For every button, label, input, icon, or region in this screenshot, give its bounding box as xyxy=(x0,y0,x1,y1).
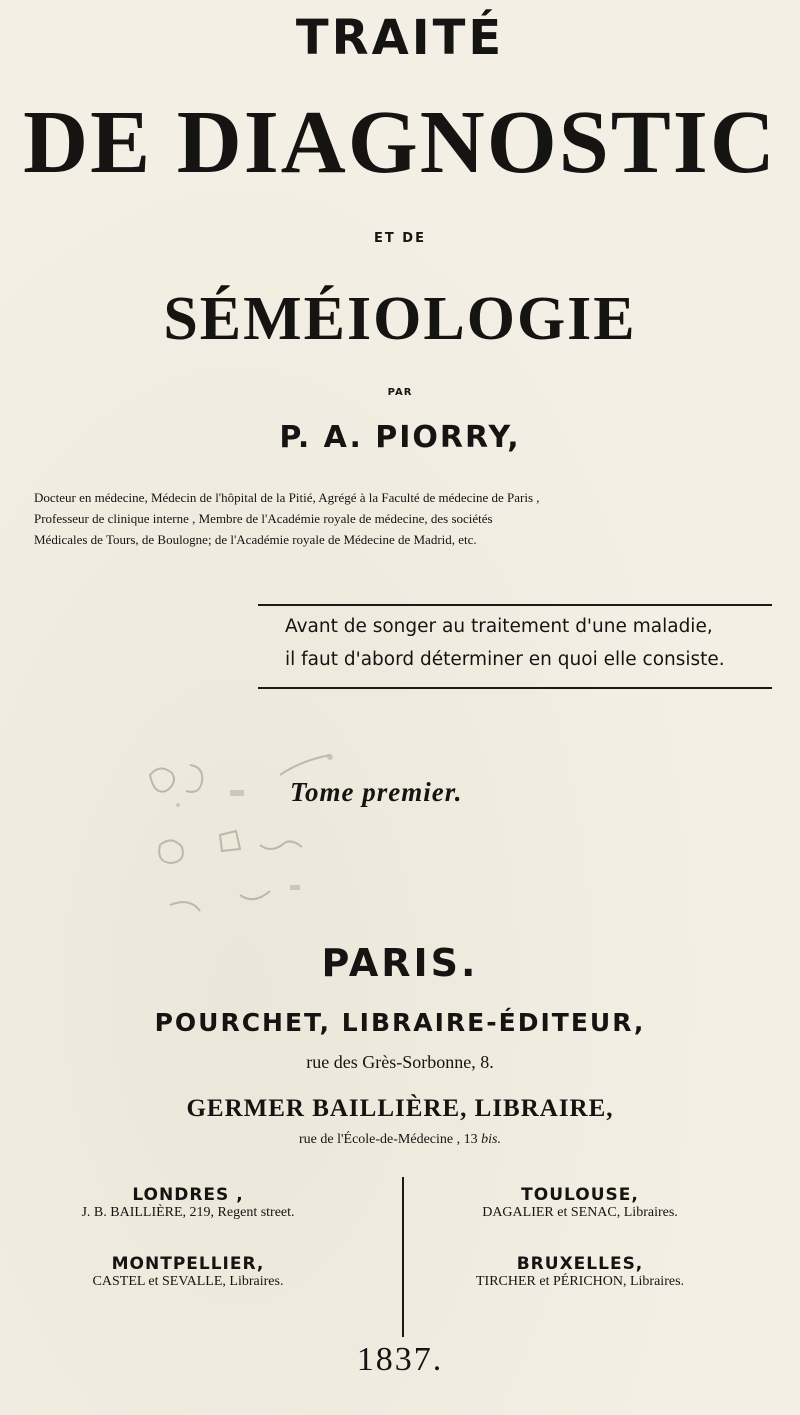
author-credentials-line: Professeur de clinique interne , Membre de l'Académie royale de médecine, des sociétés xyxy=(34,511,493,526)
address-bis: bis. xyxy=(481,1132,501,1147)
publisher-secondary: GERMER BAILLIÈRE, LIBRAIRE, xyxy=(186,1095,614,1122)
agent-name: J. B. BAILLIÈRE, 219, Regent street. xyxy=(81,1205,295,1220)
agent-name: TIRCHER et PÉRICHON, Libraires. xyxy=(475,1274,685,1289)
title-line-semeiologie: SÉMÉIOLOGIE xyxy=(163,285,637,353)
epigraph-rule-bottom xyxy=(258,687,772,689)
byline-par: PAR xyxy=(387,387,413,398)
agent-montpellier xyxy=(38,1254,338,1290)
author-credentials-line: Médicales de Tours, de Boulogne; de l'Académie royale de Médecine de Madrid, etc. xyxy=(34,532,477,547)
imprint-city: PARIS. xyxy=(321,941,479,985)
author-credentials-line: Docteur en médecine, Médecin de l'hôpital de la Pitié, Agrégé à la Faculté de médecine de Paris , xyxy=(34,490,540,505)
publisher-primary-address: rue des Grès-Sorbonne, 8. xyxy=(306,1052,494,1072)
publication-year: 1837. xyxy=(356,1341,444,1378)
address-text: rue de l'École-de-Médecine , 13 xyxy=(299,1132,482,1147)
author-name: P. A. PIORRY, xyxy=(279,420,521,455)
agent-city: LONDRES , xyxy=(132,1185,244,1205)
agent-name: CASTEL et SEVALLE, Libraires. xyxy=(92,1274,284,1289)
agent-london xyxy=(38,1185,338,1221)
agent-toulouse xyxy=(430,1185,730,1221)
agent-city: BRUXELLES, xyxy=(516,1254,644,1274)
title-connector: ET DE xyxy=(374,231,426,246)
publisher-primary: POURCHET, LIBRAIRE-ÉDITEUR, xyxy=(154,1008,646,1037)
agent-city: TOULOUSE, xyxy=(521,1185,639,1205)
epigraph-rule-top xyxy=(258,604,772,606)
agents-divider xyxy=(402,1177,404,1337)
agent-city: MONTPELLIER, xyxy=(111,1254,265,1274)
publisher-secondary-address xyxy=(0,1132,800,1148)
epigraph-line: il faut d'abord déterminer en quoi elle consiste. xyxy=(285,649,725,670)
volume-label: Tome premier. xyxy=(290,777,463,807)
agent-name: DAGALIER et SENAC, Libraires. xyxy=(482,1205,678,1220)
agent-bruxelles xyxy=(430,1254,730,1290)
library-stamp-bleedthrough xyxy=(130,735,360,935)
title-line-traite: TRAITÉ xyxy=(295,10,505,66)
title-line-diagnostic: DE DIAGNOSTIC xyxy=(23,93,777,192)
epigraph-line: Avant de songer au traitement d'une maladie, xyxy=(285,616,713,637)
